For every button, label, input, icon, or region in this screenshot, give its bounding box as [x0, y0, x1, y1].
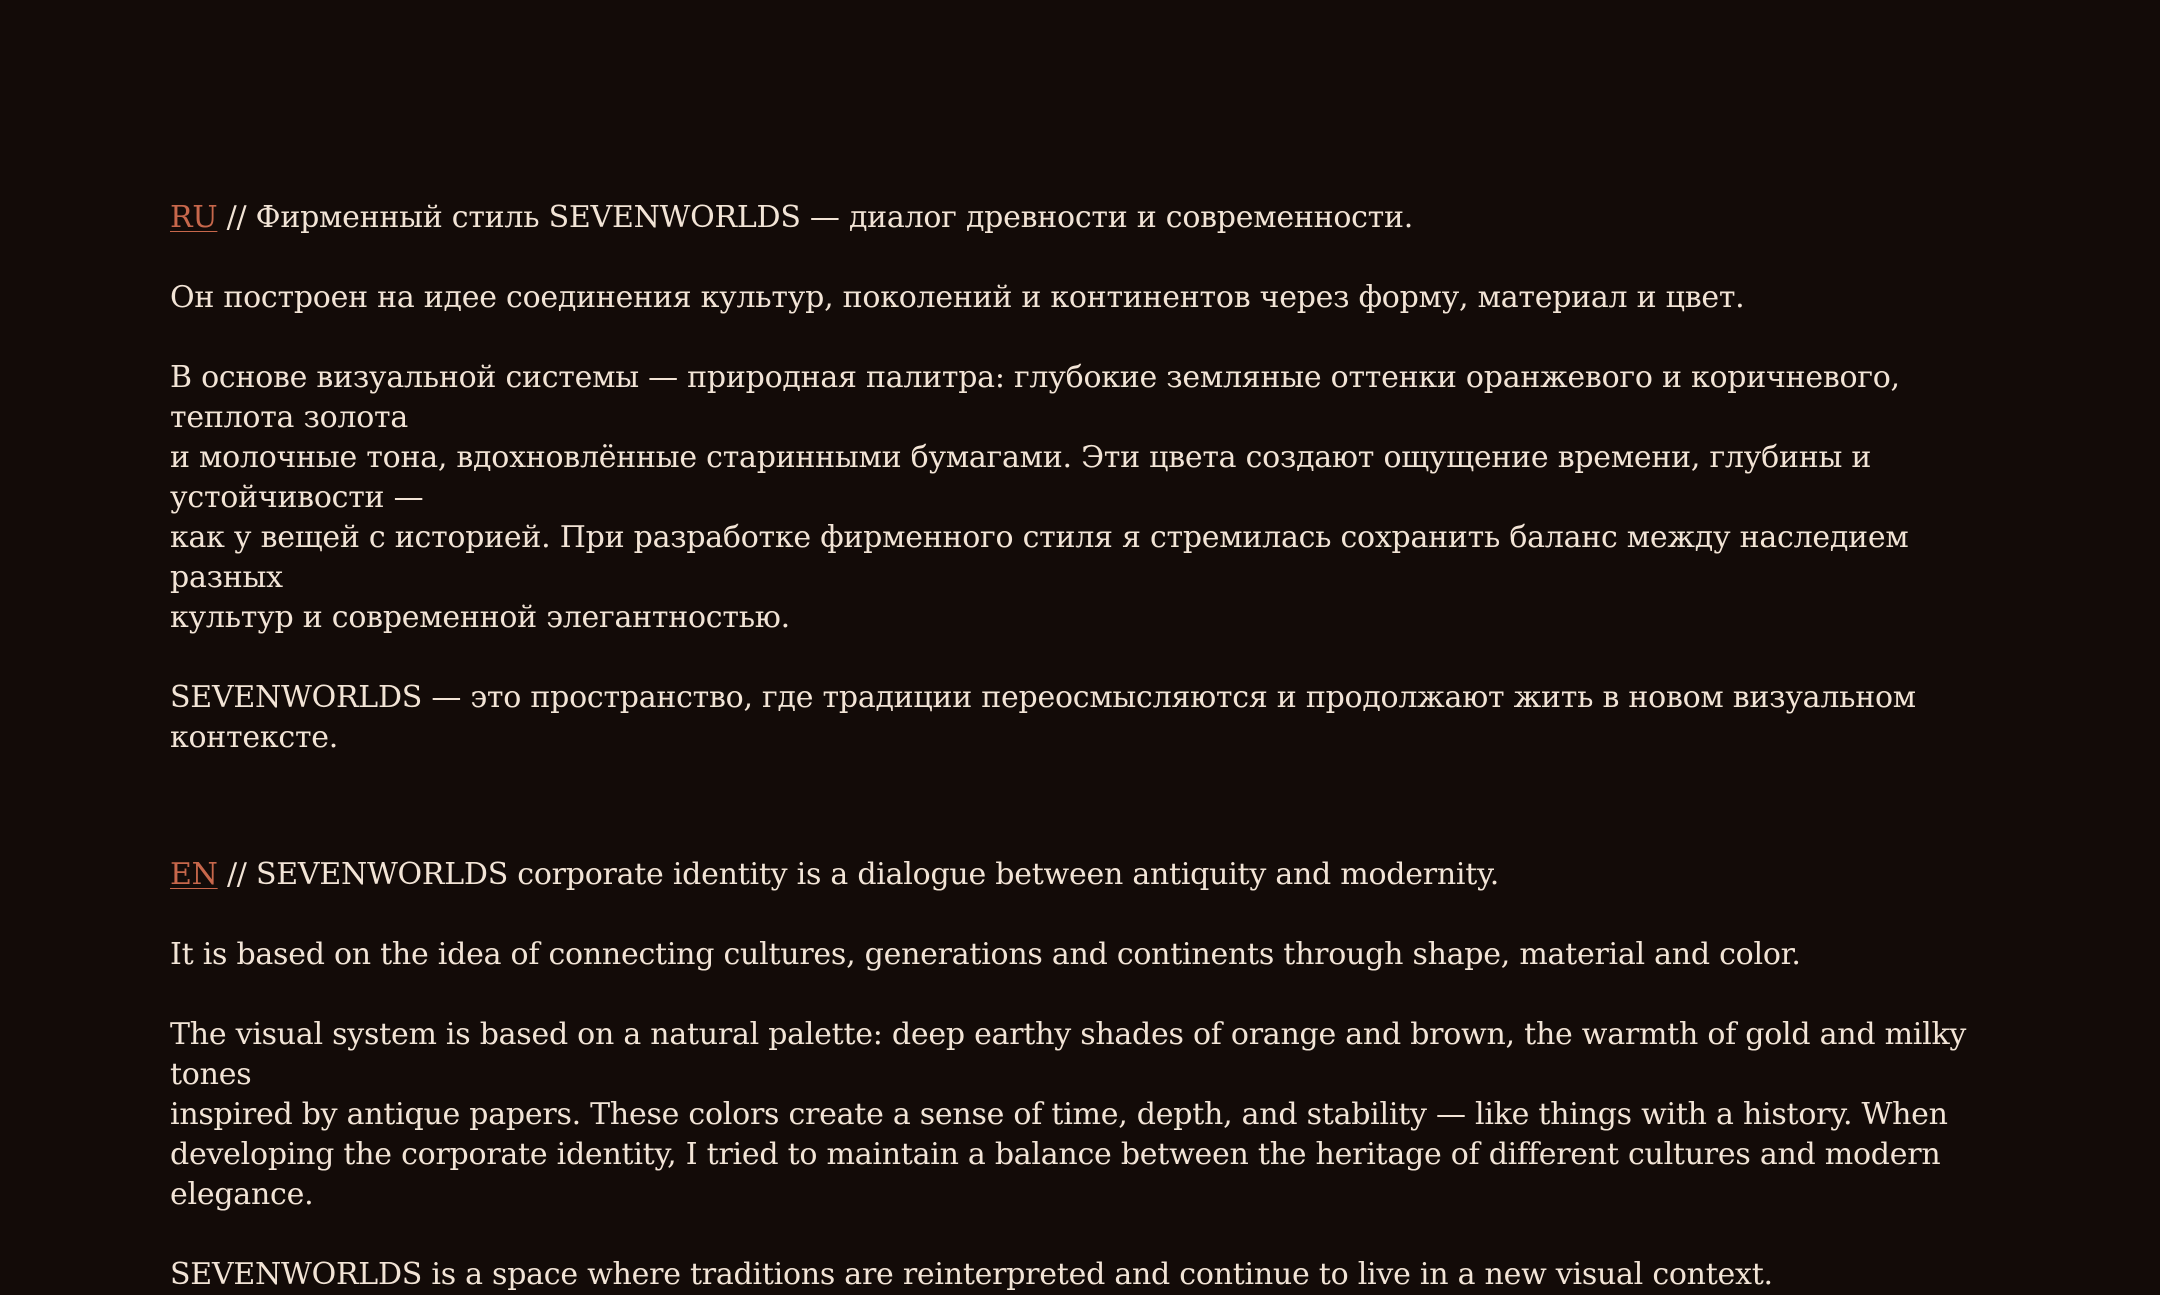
ru-paragraph-2 — [170, 358, 2010, 638]
en-paragraph-2-line-1: The visual system is based on a natural palette: deep earthy shades of orange and brown, the warmth of gold and milky tones — [170, 1017, 1967, 1092]
lang-link-en[interactable]: EN — [170, 857, 218, 892]
en-heading-text: // SEVENWORLDS corporate identity is a dialogue between antiquity and modernity. — [226, 857, 1500, 892]
ru-paragraph-2-line-1: В основе визуальной системы — природная палитра: глубокие земляные оттенки оранжевого и коричневого, теплота золота — [170, 360, 1900, 435]
ru-heading — [170, 198, 2010, 238]
en-paragraph-2-line-2: inspired by antique papers. These colors create a sense of time, depth, and stability — like things with a history. When — [170, 1097, 1948, 1132]
section-en — [170, 855, 2010, 1295]
ru-paragraph-2-line-2: и молочные тона, вдохновлённые старинными бумагами. Эти цвета создают ощущение времени, глубины и устойчивости — — [170, 440, 1872, 515]
lang-link-ru[interactable]: RU — [170, 200, 218, 235]
content-area — [170, 198, 2010, 1295]
en-paragraph-3: SEVENWORLDS is a space where traditions are reinterpreted and continue to live in a new visual context. — [170, 1257, 1773, 1292]
en-paragraph-2 — [170, 1015, 2010, 1215]
en-paragraph-2-line-3: developing the corporate identity, I tried to maintain a balance between the heritage of different cultures and modern elegance. — [170, 1137, 1941, 1212]
ru-paragraph-2-line-4: культур и современной элегантностью. — [170, 600, 790, 635]
en-heading — [170, 855, 2010, 895]
section-ru — [170, 198, 2010, 758]
en-paragraph-1: It is based on the idea of connecting cultures, generations and continents through shape, material and color. — [170, 937, 1801, 972]
ru-paragraph-1: Он построен на идее соединения культур, поколений и континентов через форму, материал и цвет. — [170, 280, 1745, 315]
ru-paragraph-2-line-3: как у вещей с историей. При разработке фирменного стиля я стремилась сохранить баланс между наследием разных — [170, 520, 1909, 595]
ru-heading-text: // Фирменный стиль SEVENWORLDS — диалог древности и современности. — [226, 200, 1414, 235]
ru-paragraph-3: SEVENWORLDS — это пространство, где традиции переосмысляются и продолжают жить в новом визуальном контексте. — [170, 680, 1916, 755]
